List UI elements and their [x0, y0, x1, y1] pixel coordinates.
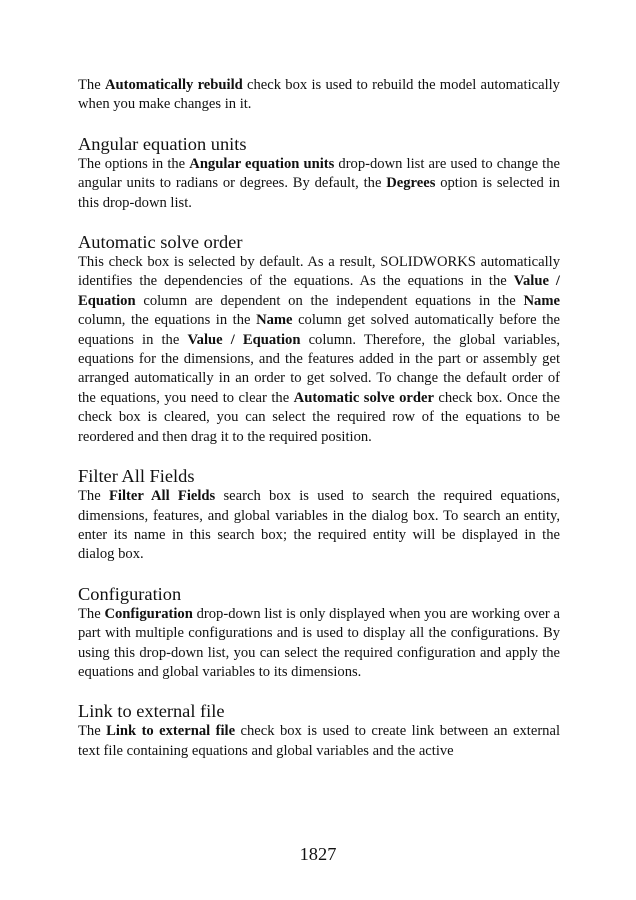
section-angular-equation-units	[78, 133, 560, 213]
section-heading: Filter All Fields	[78, 466, 195, 487]
section-heading: Configuration	[78, 583, 182, 604]
section-heading: Automatic solve order	[78, 232, 243, 253]
section-link-to-external-file	[78, 700, 560, 761]
section-paragraph: The options in the Angular equation units drop-down list are used to change the angular units to radians or degrees. By default, the Degrees option is selected in this drop-down list.	[78, 155, 560, 211]
section-paragraph: The Link to external file check box is used to create link between an external text file containing equations and global variables and the active	[78, 723, 561, 759]
section-paragraph: The Filter All Fields search box is used to search the required equations, dimensions, features, and global variables in the dialog box. To search an entity, enter its name in this search box; the required entity will be displayed in the dialog box.	[78, 488, 560, 563]
intro-paragraph: The Automatically rebuild check box is used to rebuild the model automatically when you make changes in it.	[78, 77, 560, 113]
section-paragraph: The Configuration drop-down list is only displayed when you are working over a part with multiple configurations and is used to display all the configurations. By using this drop-down list, you can select the required configuration and apply the equations and global variables to its dimensions.	[78, 605, 560, 680]
page-number: 1827	[299, 844, 337, 864]
page-content	[78, 76, 560, 761]
bold-term: Automatically rebuild	[104, 77, 243, 93]
section-filter-all-fields	[78, 465, 560, 565]
section-paragraph: This check box is selected by default. As a result, SOLIDWORKS automatically identifies the dependencies of the equations. As the equations in the Value / Equation column are dependent on the independent equations in the Name column, the equations in the Name column get solved automatically before the equations in the Value / Equation column. Therefore, the global variables, equations for the dimensions, and the features added in the part or assembly get arranged automatically in an order to get solved. To change the default order of the equations, you need to clear the Automatic solve order check box. Once the check box is cleared, you can select the required row of the equations to be reordered and then drag it to the required position.	[78, 254, 560, 445]
section-heading: Angular equation units	[78, 133, 247, 154]
section-heading: Link to external file	[78, 701, 225, 722]
section-configuration	[78, 583, 560, 683]
section-automatic-solve-order	[78, 231, 560, 447]
